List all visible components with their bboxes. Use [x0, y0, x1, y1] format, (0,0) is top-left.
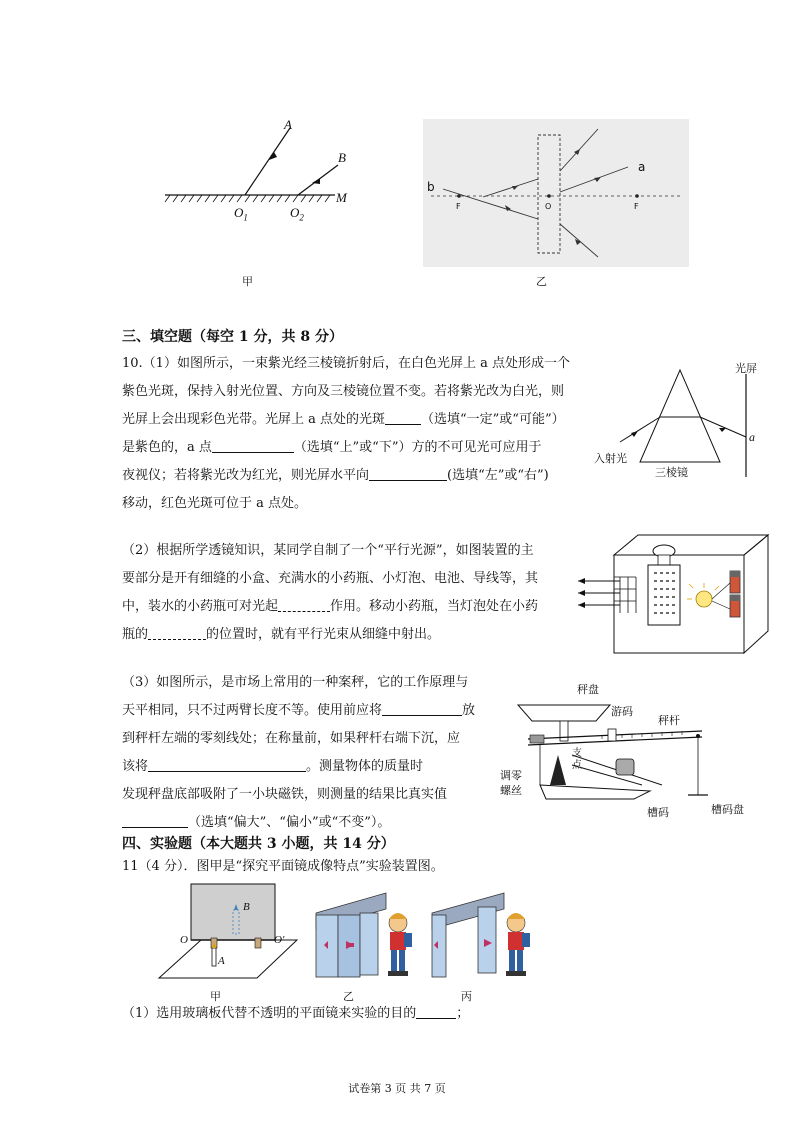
scale-pan-label: 秤盘	[577, 683, 599, 696]
scale-fulcrum-label-2: 点	[572, 760, 582, 771]
figure-mirror-setup	[155, 882, 305, 982]
scale-adjust-label-2: 螺丝	[500, 784, 522, 797]
q10-3-line6: （选填“偏大”、“偏小”或“不变”）。	[122, 809, 502, 837]
scale-fulcrum-label-1: 支	[572, 748, 582, 759]
caption-mirror-jia: 甲	[210, 990, 221, 1003]
blank-10-2-b[interactable]	[148, 623, 206, 640]
mirror-label-A: A	[218, 955, 225, 967]
figure-mirror-yi	[312, 885, 420, 985]
scale-beam-label: 秤杆	[658, 714, 680, 727]
question-10-1	[122, 350, 602, 518]
figure-light-box	[576, 533, 772, 658]
caption-jia: 甲	[242, 275, 253, 288]
q10-3-line3: 到秤杆左端的零刻线处；在称量前，如果秤杆右端下沉，应	[122, 731, 461, 746]
question-10-3	[122, 669, 502, 837]
figure-jia-reflection	[150, 110, 360, 220]
q10-2-line3: 中，装水的小药瓶可对光起 作用。移动小药瓶，当灯泡处在小药	[122, 593, 602, 621]
q10-3-line4: 该将 。测量物体的质量时	[122, 753, 502, 781]
q10-1-line5: 夜视仪；若将紫光改为红光，则光屏水平向 (选填“左”或“右”)	[122, 462, 602, 490]
q10-2-line1: （2）根据所学透镜知识，某同学自制了一个“平行光源”，如图装置的主	[122, 543, 534, 558]
q10-1-line6: 移动，红色光斑可位于 a 点处。	[122, 496, 308, 511]
label-O2: $O_2$	[290, 205, 304, 223]
q10-2-line2: 要部分是开有细缝的小盒、充满水的小药瓶、小灯泡、电池、导线等，其	[122, 571, 539, 586]
q10-1-line2: 紫色光斑，保持入射光位置、方向及三棱镜位置不变。若将紫光改为白光，则	[122, 384, 565, 399]
section-3-title: 三、填空题（每空 1 分，共 8 分）	[122, 329, 343, 345]
q11-sub1: （1）选用玻璃板代替不透明的平面镜来实验的目的 ；	[122, 1000, 469, 1028]
scale-slot-weight-label: 槽码	[647, 806, 669, 819]
label-B: B	[338, 150, 346, 165]
question-10-2	[122, 537, 602, 649]
label-F-left: F	[456, 202, 461, 211]
figure-yi-lens	[423, 119, 689, 267]
figure-mirror-bing	[428, 885, 538, 985]
caption-mirror-bing: 丙	[461, 990, 472, 1003]
label-O-lens: O	[545, 202, 552, 211]
caption-mirror-yi: 乙	[343, 990, 354, 1003]
mirror-label-O: O	[180, 934, 188, 946]
q10-1-line4: 是紫色的，a 点 （选填“上”或“下”）方的不可见光可应用于	[122, 434, 602, 462]
blank-10-3-c[interactable]	[122, 811, 188, 828]
blank-10-2-a[interactable]	[278, 595, 330, 612]
label-F-right: F	[634, 202, 639, 211]
section-4-title: 四、实验题（本大题共 3 小题，共 14 分）	[122, 836, 395, 852]
scale-slot-pan-label: 槽码盘	[711, 803, 744, 816]
mirror-label-O-prime: O′	[274, 934, 285, 946]
blank-10-1-a[interactable]	[385, 408, 421, 425]
label-b-lens: b	[427, 180, 435, 194]
label-O1: $O_1$	[234, 205, 248, 223]
prism-name-label: 三棱镜	[655, 466, 688, 479]
q10-3-line2: 天平相同，只不过两臂长度不等。使用前应将 放	[122, 697, 502, 725]
q10-1-line3: 光屏上会出现彩色光带。光屏上 a 点处的光斑 （选填“一定”或“可能”）	[122, 406, 602, 434]
q10-2-line4: 瓶的 的位置时，就有平行光束从细缝中射出。	[122, 621, 602, 649]
q10-3-line1: （3）如图所示，是市场上常用的一种案秤，它的工作原理与	[122, 675, 469, 690]
prism-screen-label: 光屏	[735, 362, 757, 375]
q11-intro: 11（4 分）．图甲是“探究平面镜成像特点”实验装置图。	[122, 859, 444, 874]
blank-10-3-b[interactable]	[148, 755, 306, 772]
scale-rider-label: 游码	[611, 705, 633, 718]
prism-point-a: a	[749, 430, 755, 444]
label-a-lens: a	[638, 160, 646, 174]
blank-10-1-b[interactable]	[212, 436, 294, 453]
label-M: M	[336, 190, 347, 205]
blank-10-1-c[interactable]	[369, 464, 447, 481]
q10-3-line5: 发现秤盘底部吸附了一小块磁铁，则测量的结果比真实值	[122, 787, 448, 802]
prism-incident-label: 入射光	[594, 452, 627, 465]
page-footer: 试卷第 3 页 共 7 页	[348, 1082, 446, 1095]
blank-11-1[interactable]	[416, 1002, 456, 1019]
scale-adjust-label-1: 调零	[500, 769, 522, 782]
caption-yi: 乙	[536, 275, 547, 288]
blank-10-3-a[interactable]	[382, 699, 462, 716]
mirror-label-B: B	[243, 901, 250, 913]
label-A: A	[284, 117, 292, 132]
q10-1-line1: 10.（1）如图所示，一束紫光经三棱镜折射后，在白色光屏上 a 点处形成一个	[122, 356, 570, 371]
